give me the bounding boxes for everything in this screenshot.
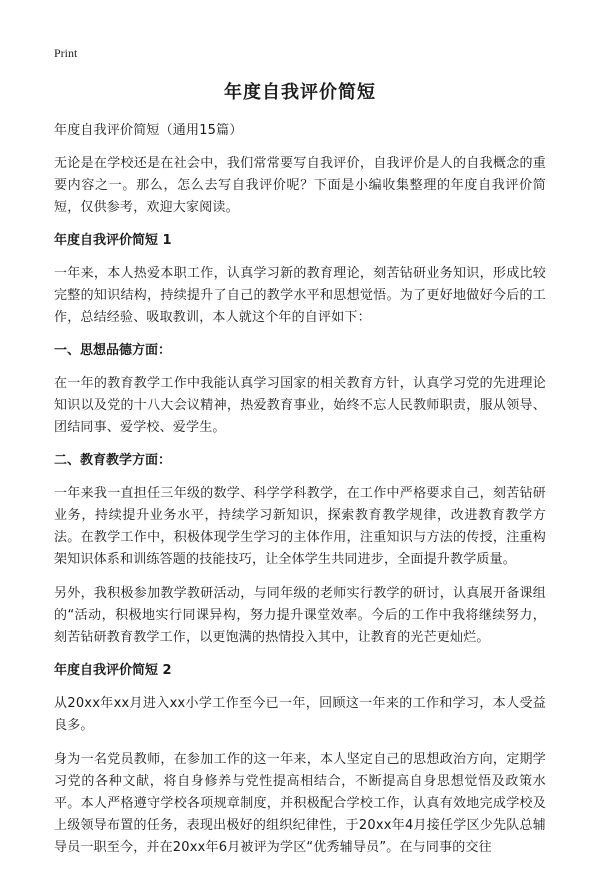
section1-paragraph-moral: 在一年的教育教学工作中我能认真学习国家的相关教育方针，认真学习党的先进理论知识以及党的十八大会议精神，热爱教育事业，始终不忘人民教师职责，服从领导、团结同事、爱学校、爱学生。 xyxy=(54,376,546,435)
section2-paragraph-party: 身为一名党员教师，在参加工作的这一年来，本人坚定自己的思想政治方向，定期学习党的各种文献，将自身修养与党性提高相结合，不断提高自身思想觉悟及政策水平。本人严格遵守学校各项规章制度，并积极配合学校工作，认真有效地完成学校及上级领导布置的任务，表现出极好的组织纪律性，于20xx年4月接任学区少先队总辅导员一职至今，并在20xx年6月被评为学区“优秀辅导员”。在与同事的交往 xyxy=(54,752,546,855)
section2-paragraph-intro: 从20xx年xx月进入xx小学工作至今已一年，回顾这一年来的工作和学习，本人受益良多。 xyxy=(54,696,546,733)
section1-intro-paragraph: 一年来，本人热爱本职工作，认真学习新的教育理论，刻苦钻研业务知识，形成比较完整的知识结构，持续提升了自己的教学水平和思想觉悟。为了更好地做好今后的工作，总结经验、吸取教训，本人就这个年的自评如下： xyxy=(54,266,546,325)
document-subtitle: 年度自我评价简短（通用15篇） xyxy=(54,123,243,138)
print-link[interactable]: Print xyxy=(54,46,78,60)
section-heading-2: 年度自我评价简短 2 xyxy=(54,663,172,678)
subheading-moral: 一、思想品德方面： xyxy=(54,343,172,358)
document-body xyxy=(54,120,546,871)
section-heading-1: 年度自我评价简短 1 xyxy=(54,233,172,248)
section1-paragraph-research: 另外，我积极参加教学教研活动，与同年级的老师实行教学的研讨，认真展开备课组的“活动，积极地实行同课异构，努力提升课堂效率。今后的工作中我将继续努力，刻苦钻研教育教学工作，以更饱满的热情投入其中，让教育的光芒更灿烂。 xyxy=(54,586,546,645)
section1-paragraph-teaching: 一年来我一直担任三年级的数学、科学学科教学，在工作中严格要求自己，刻苦钻研业务，持续提升业务水平，持续学习新知识，探索教育教学规律，改进教育教学方法。在教学工作中，积极体现学生学习的主体作用，注重知识与方法的传授，注重构架知识体系和训练答题的技能技巧，让全体学生共同进步，全面提升教学质量。 xyxy=(54,486,546,567)
subheading-teaching: 二、教育教学方面： xyxy=(54,453,172,468)
intro-paragraph: 无论是在学校还是在社会中，我们常常要写自我评价，自我评价是人的自我概念的重要内容之一。那么，怎么去写自我评价呢？下面是小编收集整理的年度自我评价简短，仅供参考，欢迎大家阅读。 xyxy=(54,156,546,215)
page-title: 年度自我评价简短 xyxy=(224,82,376,103)
